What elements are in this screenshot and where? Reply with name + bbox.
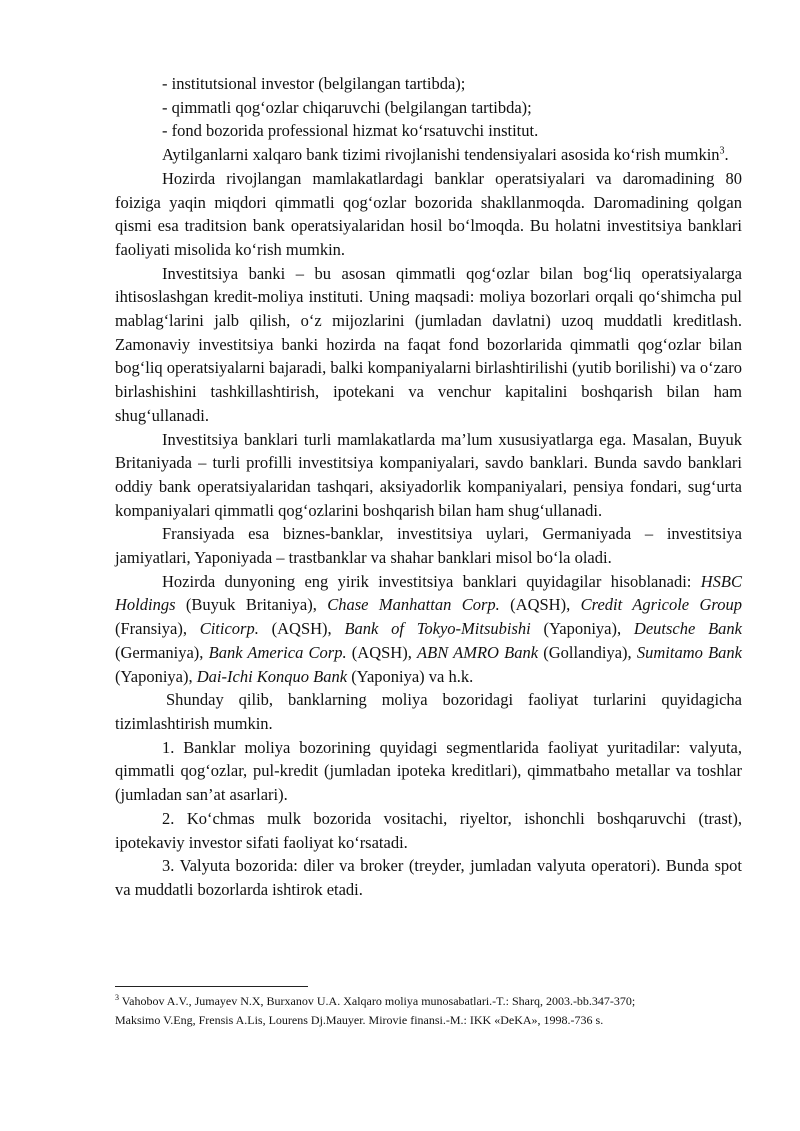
bank-name: Chase Manhattan Corp.	[327, 595, 500, 615]
bank-country: (AQSH),	[258, 619, 345, 639]
paragraph-trends-text: Aytilganlarni xalqaro bank tizimi rivojlanishi tendensiyalari asosida ko‘rish mumkin	[162, 145, 720, 165]
paragraph-point-1: 1. Banklar moliya bozorining quyidagi segmentlarida faoliyat yuritadilar: valyuta, qimmatli qog‘ozlar, pul-kredit (jumladan ipoteka kreditlari), qimmatbaho metallar va toshlar (jumladan san’at asarlari).	[115, 737, 742, 805]
list-item-issuer: - qimmatli qog‘ozlar chiqaruvchi (belgilangan tartibda);	[162, 97, 532, 117]
bank-name: Bank of Tokyo-Mitsubishi	[344, 619, 531, 639]
footnote-text-1: Vahobov A.V., Jumayev N.X, Burxanov U.A. Xalqaro moliya munosabatlari.-T.: Sharq, 2003.-bb.347-370;	[119, 994, 636, 1008]
bank-name: Sumitamo Bank	[636, 642, 742, 662]
bank-name: Citicorp.	[199, 619, 259, 639]
bank-country: (Fransiya),	[115, 619, 200, 639]
bank-name: Dai-Ichi Konquo Bank	[196, 666, 348, 686]
bank-country: (Yaponiya),	[530, 619, 634, 639]
bank-name: HSBC Holdings	[115, 571, 742, 615]
bank-name: Deutsche Bank	[633, 619, 742, 639]
footnote	[115, 992, 742, 1030]
bank-name: ABN AMRO Bank	[417, 642, 539, 662]
paragraph-point-3: 3. Valyuta bozorida: diler va broker (treyder, jumladan valyuta operatori). Bunda spot va muddatli bozorlarda ishtirok etadi.	[115, 856, 742, 899]
footnote-marker: 3	[115, 993, 119, 1002]
bank-name: Credit Agricole Group	[580, 595, 742, 615]
bank-country: (Buyuk Britaniya),	[175, 595, 328, 615]
bank-country: (Gollandiya),	[538, 642, 637, 662]
list-item-professional-institute: - fond bozorida professional hizmat ko‘rsatuvchi institut.	[162, 121, 539, 141]
footnote-line-1	[115, 992, 742, 1011]
bank-country: (Yaponiya) va h.k.	[347, 666, 474, 686]
main-text	[115, 72, 742, 902]
paragraph-other-countries: Fransiyada esa biznes-banklar, investitsiya uylari, Germaniyada – investitsiya jamiyatlari, Yaponiyada – trastbanklar va shahar banklari misol bo‘la oladi.	[115, 524, 742, 568]
paragraph-systematization: Shunday qilib, banklarning moliya bozoridagi faoliyat turlarini quyidagicha tizimlashtirish mumkin.	[115, 690, 742, 733]
bank-country: (AQSH),	[346, 642, 418, 662]
paragraph-trends-end: .	[724, 145, 729, 165]
paragraph-trends	[115, 143, 742, 167]
paragraph-investment-bank-definition: Investitsiya banki – bu asosan qimmatli qog‘ozlar bilan bog‘liq operatsiyalarga ihtisoslashgan kredit-moliya instituti. Uning maqsadi: moliya bozorlari orqali qo‘shimcha pul mablag‘larini jalb qilish, o‘z mijozlarini (jumladan davlatni) uzoq muddatli kreditlash. Zamonaviy investitsiya banki hozirda na faqat fond bozorlarida qimmatli qog‘ozlar bilan bog‘liq operatsiyalarni bajaradi, balki kompaniyalarni birlashtirilishi (yutib borilishi) va o‘zaro birlashishini tashkillashtirish, ipotekani va venchur kapitalini boshqarish bilan ham shug‘ullanadi.	[115, 263, 742, 425]
bank-country: (Germaniya),	[115, 642, 209, 662]
bank-country: (AQSH),	[499, 595, 581, 615]
paragraph-point-2: 2. Ko‘chmas mulk bozorida vositachi, riyeltor, ishonchli boshqaruvchi (trast), ipotekaviy investor sifati faoliyat ko‘rsatadi.	[115, 808, 742, 852]
footnote-divider	[115, 986, 308, 987]
paragraph-largest-banks	[115, 570, 742, 689]
footnote-line-2: Maksimo V.Eng, Frensis A.Lis, Lourens Dj.Mauyer. Mirovie finansi.-M.: IKK «DeKA», 1998.-736 s.	[115, 1013, 604, 1027]
paragraph-country-features: Investitsiya banklari turli mamlakatlarda ma’lum xususiyatlarga ega. Masalan, Buyuk Britaniyada – turli profilli investitsiya kompaniyalari, savdo banklari. Bunda savdo banklari oddiy bank operatsiyalaridan tashqari, aksiyadorlik kompaniyalari, pensiya fondari, sug‘urta kompaniyalari qimmatli qog‘ozlarini boshqarish bilan ham shug‘ullanadi.	[115, 429, 742, 520]
footnote-ref-3[interactable]: 3	[719, 145, 725, 157]
bank-country: (Yaponiya),	[115, 666, 197, 686]
list-item-institutional-investor: - institutsional investor (belgilangan tartibda);	[162, 74, 466, 93]
bank-name: Bank America Corp.	[208, 642, 347, 662]
largest-banks-intro: Hozirda dunyoning eng yirik investitsiya banklari quyidagilar hisoblanadi:	[162, 571, 701, 591]
paragraph-income-share: Hozirda rivojlangan mamlakatlardagi banklar operatsiyalari va daromadining 80 foiziga yaqin miqdori qimmatli qog‘ozlar bozorida shakllanmoqda. Daromadining qolgan qismi esa traditsion bank operatsiyalaridan hosil bo‘lmoqda. Bu holatni investitsiya banklari faoliyati misolida ko‘rish mumkin.	[115, 168, 742, 259]
